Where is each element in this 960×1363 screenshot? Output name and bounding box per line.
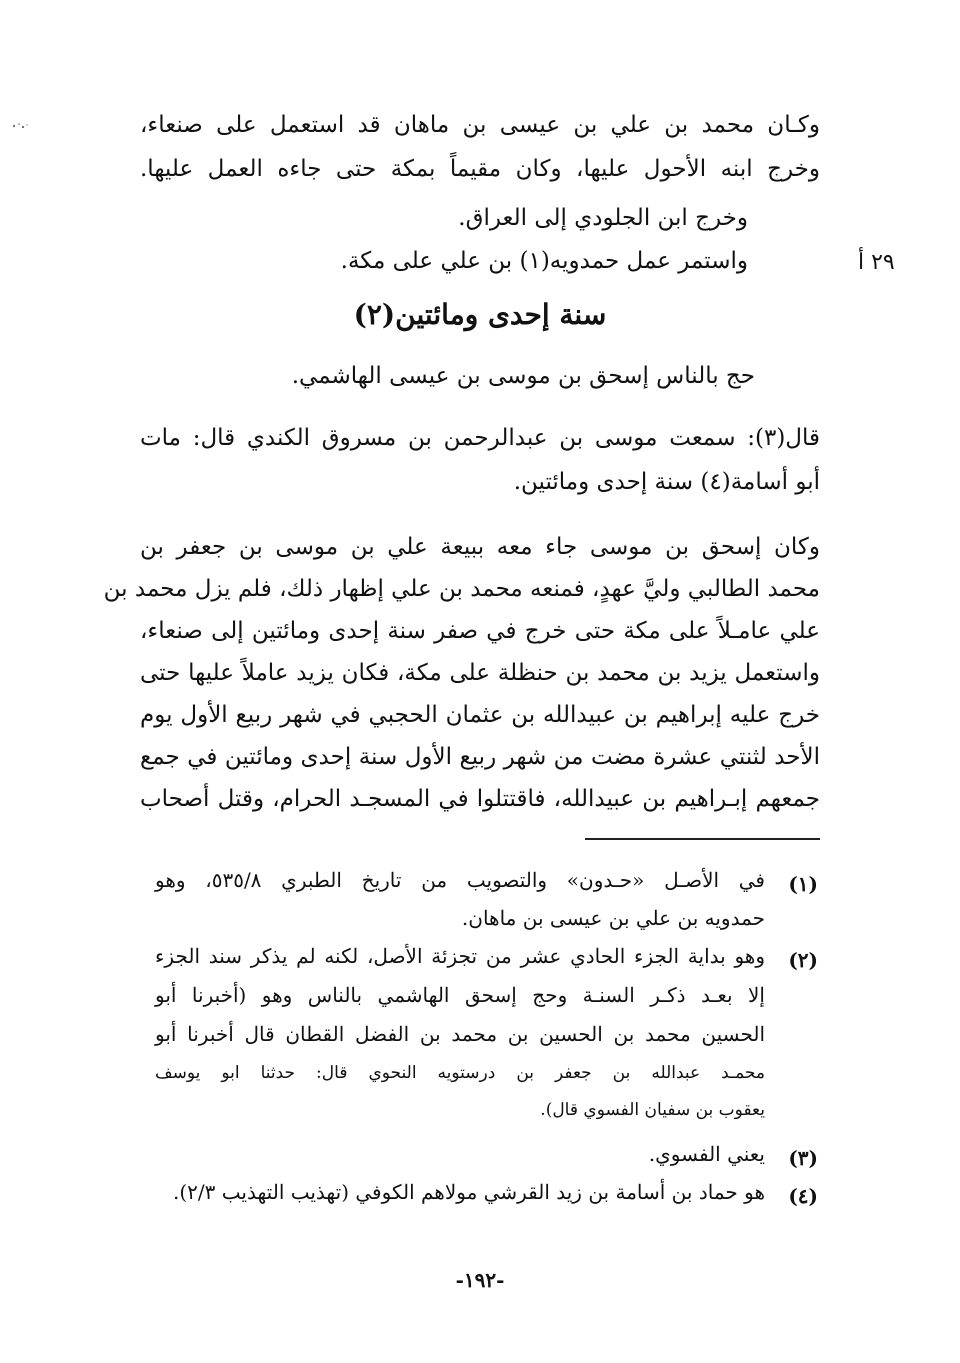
paragraph-line: الأحد لثنتي عشرة مضت من شهر ربيع الأول سنة إحدى ومائتين في جمع — [140, 744, 820, 770]
margin-folio-note: ٢٩ أ — [858, 250, 895, 275]
footnote-line: الحسين محمد بن الحسين بن محمد بن الفضل القطان قال أخبرنا أبو — [155, 1022, 765, 1046]
section-title: سنة إحدى ومائتين(٢) — [353, 298, 607, 331]
footnote-number: (٤) — [788, 1184, 818, 1208]
text-line: أبو أسامة(٤) سنة إحدى ومائتين. — [513, 469, 820, 495]
text-line: حج بالناس إسحق بن موسى بن عيسى الهاشمي. — [291, 363, 755, 389]
footnote-line: حمدويه بن علي بن عيسى بن ماهان. — [461, 906, 765, 930]
footnote-line: إلا بعـد ذكـر السنـة وحج إسحق الهاشمي بالناس وهو (أخبرنا أبو — [155, 983, 765, 1007]
scan-speck — [8, 118, 32, 134]
text-line: واستمر عمل حمدويه(١) بن علي على مكة. — [340, 248, 748, 274]
paragraph-line: جمعهم إبـراهيم بن عبيدالله، فاقتتلوا في المسجـد الحرام، وقتل أصحاب — [140, 786, 820, 812]
footnote-separator — [585, 838, 820, 840]
paragraph-line: علي عامـلاً على مكة حتى خرج في صفر سنة إحدى ومائتين إلى صنعاء، — [140, 618, 820, 644]
footnote-number: (١) — [788, 872, 818, 896]
footnote-line: في الأصـل «حـدون» والتصويب من تاريخ الطبري ٥٣٥/٨، وهو — [155, 868, 765, 892]
paragraph-line: واستعمل يزيد بن محمد بن حنظلة على مكة، فكان يزيد عاملاً عليها حتى — [140, 660, 820, 686]
text-line: قال(٣): سمعت موسى بن عبدالرحمن بن مسروق الكندي قال: مات — [140, 425, 820, 451]
footnote-number: (٣) — [788, 1146, 818, 1170]
paragraph-line: خرج عليه إبراهيم بن عبيدالله بن عثمان الحجبي في شهر ربيع الأول يوم — [140, 702, 820, 728]
paragraph-line: محمد الطالبي وليَّ عهدٍ، فمنعه محمد بن علي إظهار ذلك، فلم يزل محمد بن — [103, 576, 820, 602]
footnote-line: وهو بداية الجزء الحادي عشر من تجزئة الأصل، لكنه لم يذكر سند الجزء — [155, 944, 765, 968]
footnote-number: (٢) — [788, 948, 818, 972]
footnote-line: يعني الفسوي. — [648, 1142, 765, 1166]
footnote-line: يعقوب بن سفيان الفسوي قال). — [540, 1100, 765, 1120]
page-number: -١٩٢- — [455, 1268, 505, 1292]
text-line: وكـان محمد بن علي بن عيسى بن ماهان قد استعمل على صنعاء، — [140, 112, 820, 138]
text-line: وخرج ابن الجلودي إلى العراق. — [458, 205, 748, 231]
paragraph-line: وكان إسحق بن موسى جاء معه ببيعة علي بن موسى بن جعفر بن — [140, 534, 820, 560]
footnote-line: محمـد عبدالله بن جعفر بن درستويه النحوي قال: حدثنا ابو يوسف — [155, 1063, 765, 1083]
footnote-line: هو حماد بن أسامة بن زيد القرشي مولاهم الكوفي (تهذيب التهذيب ٢/٣). — [173, 1180, 765, 1204]
text-line: وخرج ابنه الأحول عليها، وكان مقيماً بمكة حتى جاءه العمل عليها. — [140, 156, 820, 182]
